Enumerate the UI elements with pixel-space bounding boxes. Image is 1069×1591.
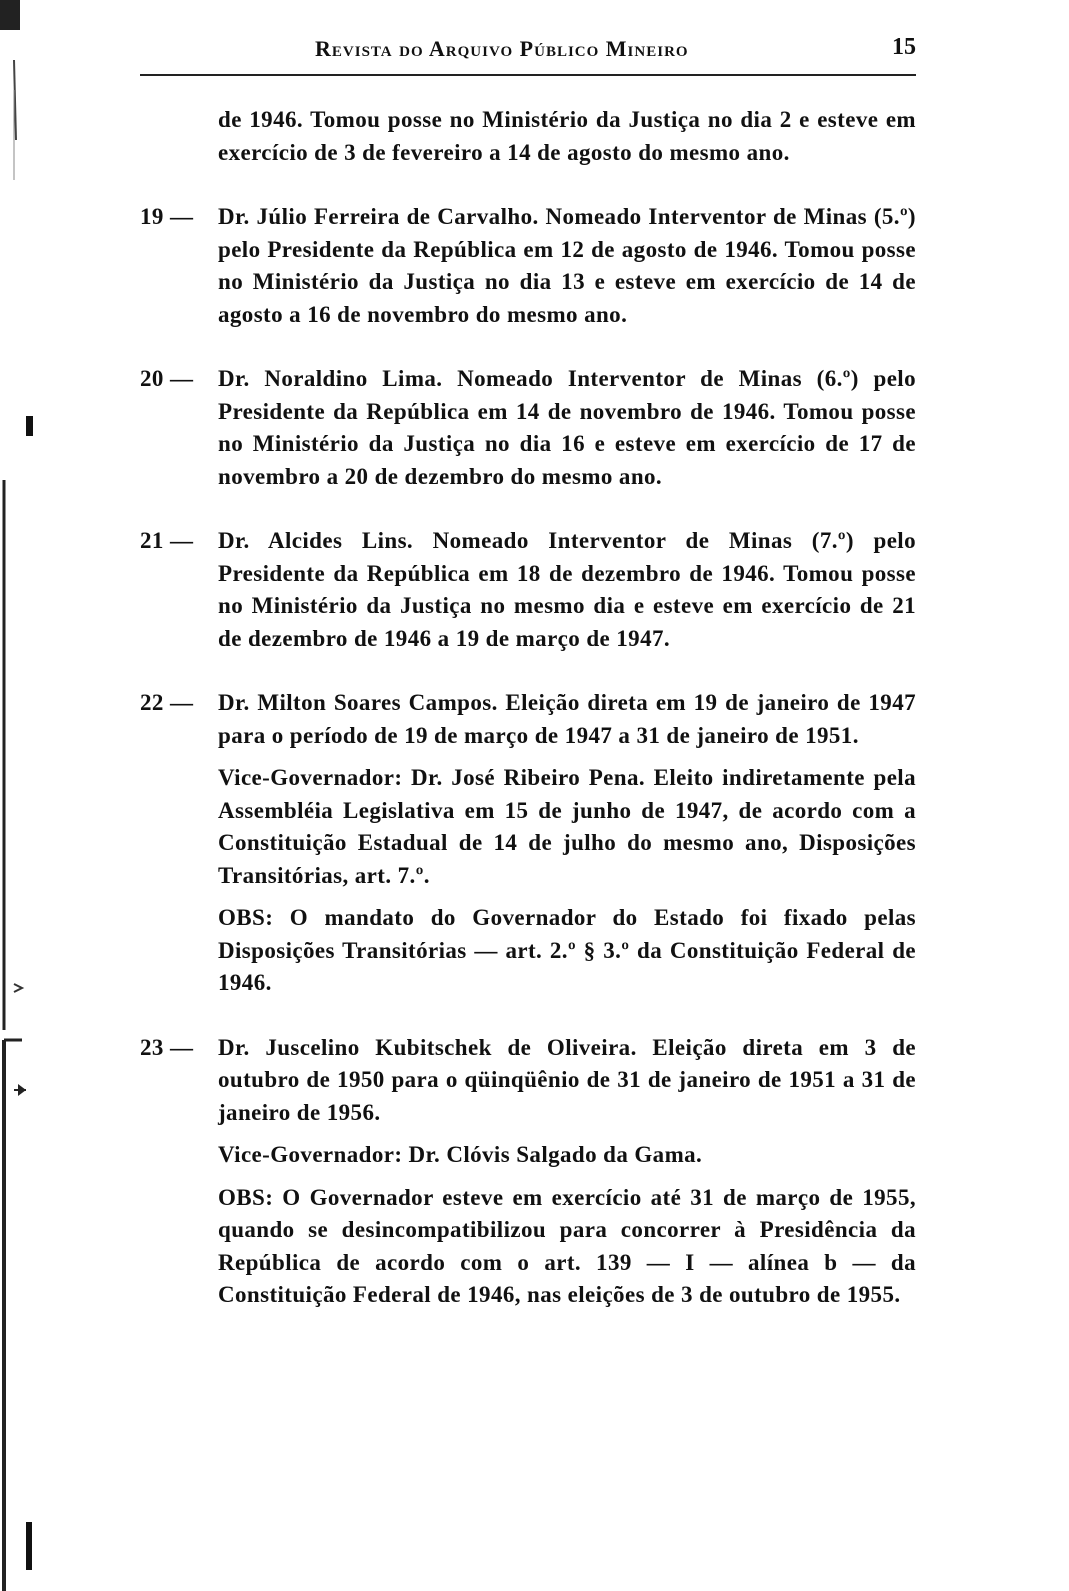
entry-paragraph: Dr. Noraldino Lima. Nomeado Interventor de Minas (6.º) pelo Presidente da República em 14 de novembro de 1946. Tomou posse no Ministério da Justiça no dia 16 e esteve em exercício de 17 de novembro a 20 de dezembro do mesmo ano. [218,366,916,489]
entry-number: 22 — [140,690,194,715]
list-item [140,687,916,1000]
entry-number: 23 — [140,1034,194,1060]
entry-paragraph: Dr. Juscelino Kubitschek de Oliveira. Eleição direta em 3 de outubro de 1950 para o qüinqüênio de 31 de janeiro de 1951 a 31 de janeiro de 1956. [218,1034,916,1125]
entry-paragraph: Dr. Júlio Ferreira de Carvalho. Nomeado Interventor de Minas (5.º) pelo Presidente da República em 12 de agosto de 1946. Tomou posse no Ministério da Justiça no dia 13 e esteve em exercício de 14 de agosto a 16 de novembro do mesmo ano. [218,204,916,327]
list-item [140,525,916,655]
entry-body [218,363,916,493]
list-item [140,201,916,331]
entry-number: 20 — [140,366,194,391]
entry-note: Vice-Governador: Dr. Clóvis Salgado da Gama. [218,1142,703,1167]
page-body [140,104,916,1312]
entries-list [140,201,916,1312]
running-title: Revista do Arquivo Público Mineiro [315,36,689,61]
continuation-paragraph: de 1946. Tomou posse no Ministério da Justiça no dia 2 e esteve em exercício de 3 de fevereiro a 14 de agosto do mesmo ano. [218,107,916,165]
page-number: 15 [892,34,916,60]
entry-body [218,525,916,655]
entry-body [218,687,916,1000]
scan-edge-marks [0,0,40,1591]
entry-body [218,1032,916,1312]
entry-body [218,201,916,331]
list-item [140,1032,916,1312]
entry-note: OBS: O Governador esteve em exercício até 31 de março de 1955, quando se desincompatibilizou para concorrer à Presidência da República de acordo com o art. 139 — I — alínea b — da Constituição Federal de 1946, nas eleições de 3 de outubro de 1955. [218,1184,916,1307]
entry-note: OBS: O mandato do Governador do Estado foi fixado pelas Disposições Transitórias — art. 2.º § 3.º da Constituição Federal de 1946. [218,905,916,995]
entry-number: 21 — [140,528,194,553]
page-header [140,30,916,70]
list-item [140,363,916,493]
entry-paragraph: Dr. Alcides Lins. Nomeado Interventor de Minas (7.º) pelo Presidente da República em 18 de dezembro de 1946. Tomou posse no Ministério da Justiça no mesmo dia e esteve em exercício de 21 de dezembro de 1946 a 19 de março de 1947. [218,528,916,651]
entry-paragraph: Dr. Milton Soares Campos. Eleição direta em 19 de janeiro de 1947 para o período de 19 de março de 1947 a 31 de janeiro de 1951. [218,690,916,748]
header-rule [140,74,916,76]
entry-note: Vice-Governador: Dr. José Ribeiro Pena. Eleito indiretamente pela Assembléia Legislativa em 15 de junho de 1947, de acordo com a Constituição Estadual de 14 de julho do mesmo ano, Disposições Transitórias, art. 7.º. [218,765,916,888]
entry-number: 19 — [140,204,194,229]
